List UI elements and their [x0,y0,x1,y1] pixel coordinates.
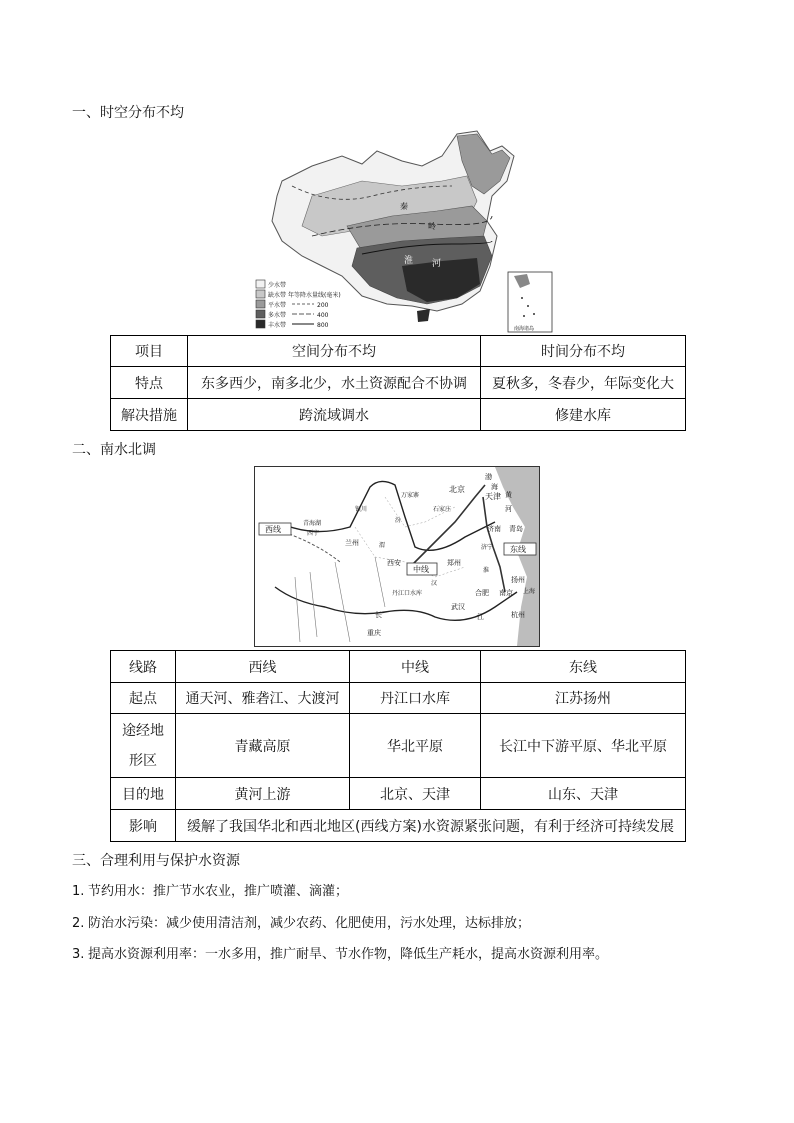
precipitation-map [252,126,557,334]
city-shanghai: 上海 [523,588,536,595]
table2-cell: 长江中下游平原、华北平原 [481,714,686,778]
feature-hai: 海 [491,483,498,491]
city-hangzhou: 杭州 [511,611,525,619]
city-nanjing: 南京 [499,589,513,597]
table2-impact-text: 缓解了我国华北和西北地区(西线方案)水资源紧张问题，有利于经济可持续发展 [176,810,686,842]
city-jinan: 济南 [487,525,501,533]
water-diversion-map [254,466,540,647]
route-box-east: 东线 [510,545,526,554]
table2-cell: 目的地 [111,778,176,810]
city-wuhan: 武汉 [451,603,465,611]
feature-he: 河 [505,505,512,513]
table2-header-east: 东线 [481,651,686,683]
distribution-table [110,335,686,431]
map1-label-he: 河 [432,259,442,269]
table2-impact-label: 影响 [111,810,176,842]
list-item [72,943,608,962]
city-shijiazhuang: 石家庄 [433,506,452,513]
list-item [72,880,348,899]
feature-fen: 汾 [395,517,402,524]
city-wanjiazhai: 万家寨 [401,492,420,499]
feature-jiang: 江 [477,613,484,621]
feature-chang: 长 [375,611,382,619]
list-text: 防治水污染：减少使用清洁剂，减少农药、化肥使用，污水处理，达标排放； [88,916,531,931]
table1-cell: 修建水库 [481,399,686,431]
isohyet-200: 200 [317,302,329,309]
legend-label-3: 平水带 [268,302,287,309]
city-qingdao: 青岛 [509,525,523,533]
table2-cell: 江苏扬州 [481,683,686,714]
city-jining: 济宁 [481,544,494,551]
table1-header-item: 项目 [111,336,188,367]
route-box-middle: 中线 [413,565,429,574]
table2-cell: 起点 [111,683,176,714]
city-hefei: 合肥 [475,589,489,597]
legend-isohyet-title: 年等降水量线(毫米) [288,292,341,299]
city-danjiangkou: 丹江口水库 [392,590,423,597]
table2-cell: 青藏高原 [176,714,350,778]
isohyet-800: 800 [317,322,329,329]
table2-cell: 通天河、雅砻江、大渡河 [176,683,350,714]
table2-header-middle: 中线 [350,651,481,683]
table1-cell: 跨流域调水 [188,399,481,431]
table1-cell: 解决措施 [111,399,188,431]
city-chongqing: 重庆 [367,629,381,637]
city-yinchuan: 银川 [355,506,368,513]
table2-cell: 北京、天津 [350,778,481,810]
table1-header-spatial: 空间分布不均 [188,336,481,367]
city-xining: 西宁 [307,530,320,537]
map1-label-ling: 岭 [428,222,436,231]
table1-cell: 夏秋多，冬春少，年际变化大 [481,367,686,399]
inset-label: 南海诸岛 [514,326,535,332]
diversion-table [110,650,686,842]
table2-cell: 黄河上游 [176,778,350,810]
section-3-title: 三、合理利用与保护水资源 [72,853,240,869]
list-item [72,912,530,931]
feature-qinghai-lake: 青海湖 [303,520,322,527]
city-zhengzhou: 郑州 [447,559,461,567]
legend-label-5: 丰水带 [268,322,287,329]
list-text: 提高水资源利用率：一水多用，推广耐旱、节水作物，降低生产耗水，提高水资源利用率。 [88,947,609,962]
city-lanzhou: 兰州 [345,539,359,547]
list-number: 3. [72,947,85,962]
city-xian: 西安 [387,559,401,567]
feature-bo: 渤 [485,473,492,481]
legend-label-4: 多水带 [268,312,287,319]
table2-cell: 山东、天津 [481,778,686,810]
route-box-west: 西线 [265,525,281,534]
list-number: 2. [72,916,85,931]
table2-cell: 丹江口水库 [350,683,481,714]
feature-huai: 淮 [483,567,490,574]
feature-han: 汉 [431,580,438,587]
map1-legend [256,280,341,329]
map1-label-huai: 淮 [404,256,414,266]
list-number: 1. [72,884,85,899]
legend-label-1: 少水带 [268,282,287,289]
table1-cell: 东多西少，南多北少，水土资源配合不协调 [188,367,481,399]
city-tianjin: 天津 [485,492,501,501]
legend-label-2: 缺水带 [268,292,287,299]
south-china-sea-inset [508,272,552,332]
section-1-title: 一、时空分布不均 [72,105,184,121]
table2-cell: 途经地形区 [111,714,176,778]
feature-huang: 黄 [505,491,512,499]
table2-header-route: 线路 [111,651,176,683]
map1-label-qin: 秦 [400,202,408,211]
table1-cell: 特点 [111,367,188,399]
list-text: 节约用水：推广节水农业，推广喷灌、滴灌； [88,884,349,899]
city-beijing: 北京 [449,485,465,494]
feature-wei: 渭 [379,542,386,549]
isohyet-400: 400 [317,312,329,319]
table2-header-west: 西线 [176,651,350,683]
table2-cell: 华北平原 [350,714,481,778]
table1-header-temporal: 时间分布不均 [481,336,686,367]
section-2-title: 二、南水北调 [72,442,156,458]
city-yangzhou: 扬州 [511,576,525,584]
